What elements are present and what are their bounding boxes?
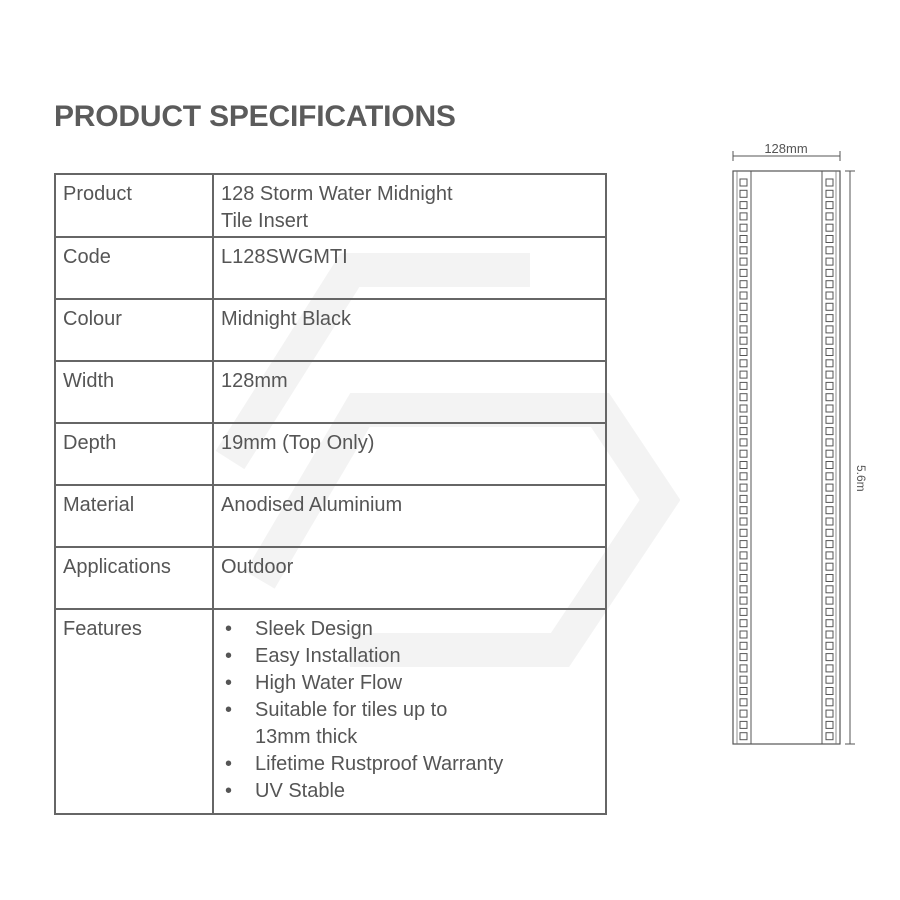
row-label: Colour <box>55 299 213 361</box>
row-label: Code <box>55 237 213 299</box>
product-drawing <box>700 135 880 755</box>
row-value <box>213 609 606 814</box>
width-dimension-label: 128mm <box>764 141 808 156</box>
list-item: • Lifetime Rustproof Warranty <box>221 751 598 778</box>
row-label: Features <box>55 609 213 814</box>
row-label: Applications <box>55 547 213 609</box>
table-row-code <box>55 237 606 299</box>
table-row-product <box>55 174 606 237</box>
row-value <box>213 174 606 237</box>
row-value: Outdoor <box>213 547 606 609</box>
row-label: Width <box>55 361 213 423</box>
row-label: Depth <box>55 423 213 485</box>
features-list <box>221 616 598 813</box>
list-item: • UV Stable <box>221 778 598 805</box>
table-row-depth <box>55 423 606 485</box>
page-title: PRODUCT SPECIFICATIONS <box>54 100 456 133</box>
row-label: Material <box>55 485 213 547</box>
list-item: • High Water Flow <box>221 670 598 697</box>
list-item: • Easy Installation <box>221 643 598 670</box>
row-label: Product <box>55 174 213 237</box>
row-value: L128SWGMTI <box>213 237 606 299</box>
table-row-colour <box>55 299 606 361</box>
row-value: 19mm (Top Only) <box>213 423 606 485</box>
row-value-line: Tile Insert <box>221 210 309 232</box>
spec-table <box>54 173 607 815</box>
length-dimension-label: 5.6m <box>854 465 868 492</box>
row-value: Anodised Aluminium <box>213 485 606 547</box>
table-row-width <box>55 361 606 423</box>
channel-outline <box>733 171 840 744</box>
table-row-material <box>55 485 606 547</box>
row-value: Midnight Black <box>213 299 606 361</box>
list-item: • Suitable for tiles up to 13mm thick <box>221 697 485 751</box>
table-row-features <box>55 609 606 814</box>
list-item: • Sleek Design <box>221 616 598 643</box>
row-value: 128mm <box>213 361 606 423</box>
row-value-line: 128 Storm Water Midnight <box>221 183 453 205</box>
table-row-applications <box>55 547 606 609</box>
